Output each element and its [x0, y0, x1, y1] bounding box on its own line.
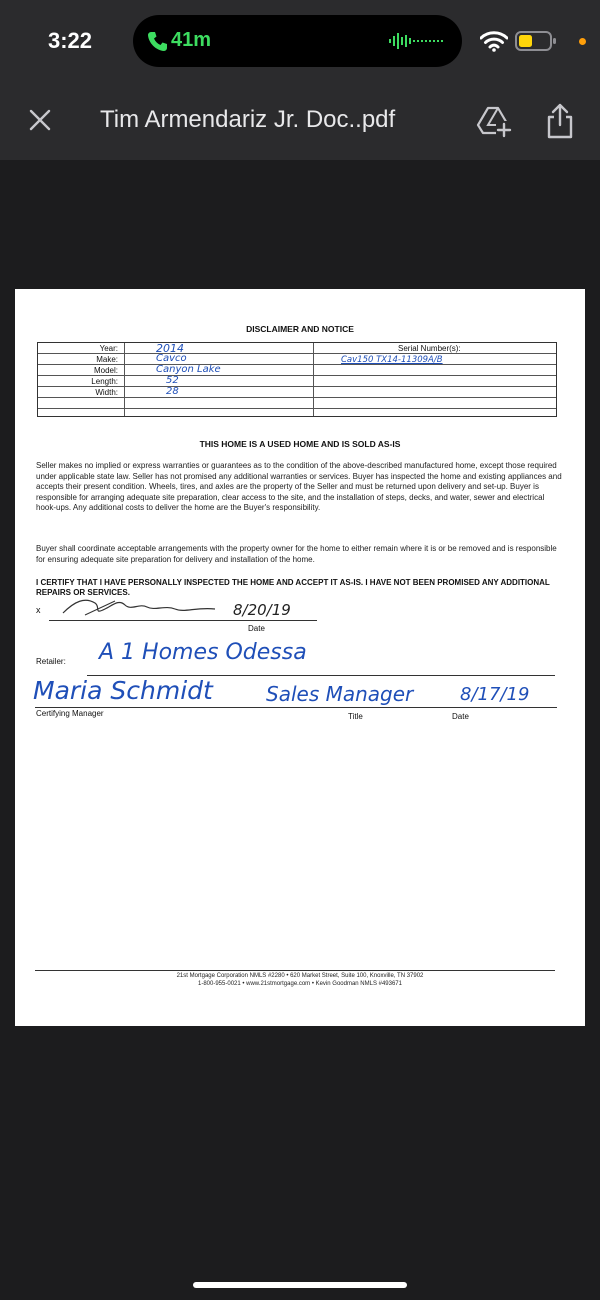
manager-date-label: Date	[452, 712, 469, 721]
table-row	[38, 354, 556, 365]
table-row	[38, 376, 556, 387]
battery-icon	[515, 30, 557, 52]
row-value: Cavco	[156, 353, 187, 364]
retailer-value: A 1 Homes Odessa	[99, 640, 307, 665]
manager-name-value: Maria Schmidt	[33, 676, 213, 705]
table-row	[38, 387, 556, 398]
arrangement-paragraph: Buyer shall coordinate acceptable arrangements with the property owner for the home to either remain where it is or be removed and is responsible for ensuring adequate site preparation for delivery and installation of the home.	[36, 544, 557, 564]
viewer-header	[0, 82, 600, 160]
row-label: Model:	[93, 366, 118, 375]
table-row	[38, 398, 556, 409]
phone-icon	[147, 30, 167, 52]
row-value: 52	[166, 375, 179, 386]
pdf-page	[15, 289, 585, 1026]
row-value: 2014	[156, 342, 184, 355]
privacy-indicator-dot	[579, 38, 586, 45]
table-row	[38, 409, 556, 420]
status-bar	[0, 0, 600, 82]
buyer-signature	[55, 593, 235, 621]
home-info-table	[37, 342, 557, 417]
row-label: Year:	[99, 344, 118, 353]
active-call-pill[interactable]	[133, 15, 462, 67]
as-is-heading: THIS HOME IS A USED HOME AND IS SOLD AS-IS	[199, 439, 401, 449]
footer-line-2: 1-800-955-0021 • www.21stmortgage.com • Kevin Goodman NMLS #493671	[198, 981, 402, 987]
row-value: Canyon Lake	[156, 364, 221, 375]
share-icon[interactable]	[545, 102, 575, 140]
footer-rule	[35, 970, 555, 971]
row-label: Width:	[95, 388, 118, 397]
home-indicator[interactable]	[193, 1282, 407, 1288]
buyer-date-label: Date	[248, 624, 265, 633]
manager-title-label: Title	[348, 712, 363, 721]
wifi-icon	[480, 30, 508, 52]
certification-statement: I CERTIFY THAT I HAVE PERSONALLY INSPECTED THE HOME AND ACCEPT IT AS-IS. I HAVE NOT BEEN PROMISED ANY ADDITIONAL REPAIRS OR SERVICES.	[36, 578, 550, 597]
certifying-manager-label: Certifying Manager	[36, 709, 104, 718]
footer-line-1: 21st Mortgage Corporation NMLS #2280 • 620 Market Street, Suite 100, Knoxville, TN 37902	[176, 973, 424, 979]
document-title: Tim Armendariz Jr. Doc..pdf	[100, 106, 396, 133]
serial-number-header: Serial Number(s):	[398, 344, 461, 353]
close-icon[interactable]	[24, 104, 56, 136]
manager-line	[35, 707, 557, 708]
disclaimer-paragraph: Seller makes no implied or express warranties or guarantees as to the condition of the above-described manufactured home, except those required under applicable state law. Seller has not promised any additional warranties or services. Buyer has inspected the home and existing appliances and accepts their present condition. Wheels, tires, and axles are the property of the Seller and must be returned upon delivery and set-up. Buyer is responsible for arranging adequate site preparation, clear access to the site, and the installation of steps, decks, and water, sewer and electrical hook-ups. Any additional costs to deliver the home are the Buyer's responsibility.	[36, 461, 562, 512]
row-value: 28	[166, 386, 179, 397]
call-duration: 41m	[171, 29, 212, 51]
serial-number-value: Cav150 TX14-11309A/B	[341, 355, 443, 365]
row-label: Length:	[91, 377, 118, 386]
manager-title-value: Sales Manager	[266, 682, 414, 706]
manager-date-value: 8/17/19	[460, 684, 530, 705]
add-to-drive-icon[interactable]	[476, 104, 512, 138]
buyer-signature-line	[49, 620, 317, 621]
retailer-label: Retailer:	[36, 657, 66, 666]
table-row	[38, 343, 556, 354]
document-heading: DISCLAIMER AND NOTICE	[246, 324, 354, 334]
audio-waveform-icon	[389, 31, 445, 51]
buyer-date-value: 8/20/19	[233, 601, 291, 619]
table-row	[38, 365, 556, 376]
signature-x-mark: x	[36, 605, 41, 615]
status-time: 3:22	[48, 28, 93, 53]
row-label: Make:	[96, 355, 118, 364]
